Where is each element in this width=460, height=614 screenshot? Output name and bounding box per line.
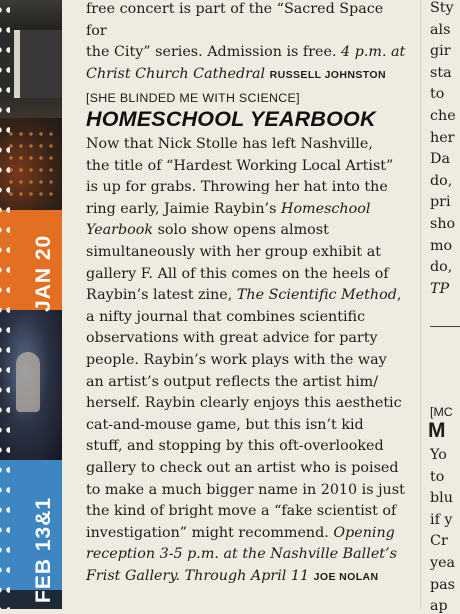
article-kicker: [SHE BLINDED ME WITH SCIENCE] [86, 91, 300, 105]
body-line: gallery F. All of this comes on the heels of [86, 265, 389, 282]
date-label-feb: FEB 13&1 [32, 496, 55, 603]
adjacent-text-fragment: her [430, 129, 455, 146]
body-line: people. Raybin’s work plays with the way [86, 351, 387, 368]
adjacent-text-fragment: Yo [430, 447, 447, 463]
adjacent-text-fragment: pas [430, 576, 456, 593]
body-line: Yearbook solo show opens almost [86, 222, 329, 239]
body-line: Now that Nick Stolle has left Nashville, [86, 136, 373, 152]
body-line: reception 3-5 p.m. at the Nashville Ballet’s [86, 546, 397, 563]
body-line: stuff, and stopping by this oft-overlooked [86, 438, 384, 455]
adjacent-text-fragment: Cr [430, 533, 448, 550]
adjacent-headline: M [428, 419, 446, 442]
body-line: is up for grabs. Throwing her hat into the [86, 179, 388, 196]
body-line: simultaneously with her group exhibit at [86, 243, 381, 260]
body-line: the kind of bright move a “fake scientist of [86, 503, 397, 520]
perforation-edge [0, 0, 10, 609]
body-line: Frist Gallery. Through April 11 JOE NOLAN [86, 567, 379, 584]
body-line: ring early, Jaimie Raybin’s Homeschool [86, 200, 371, 217]
adjacent-text-fragment: gir [430, 43, 451, 60]
body-line: free concert is part of the “Sacred Space for [86, 1, 384, 39]
adjacent-text-fragment: to [430, 468, 445, 485]
body-line: the title of “Hardest Working Local Artist” [86, 157, 394, 174]
adjacent-text-fragment: ap [430, 598, 448, 614]
calendar-photo-strip [0, 0, 62, 609]
adjacent-text-fragment: Sty [430, 0, 454, 16]
adjacent-text-fragment: als [430, 21, 451, 38]
adjacent-text-fragment: sta [430, 64, 452, 81]
adjacent-text-fragment: sho [430, 216, 456, 232]
body-line: Christ Church Cathedral RUSSELL JOHNSTON [86, 65, 386, 82]
body-line: gallery to check out an artist who is poised [86, 459, 399, 476]
adjacent-text-fragment: pri [430, 194, 451, 211]
adjacent-text-fragment: yea [430, 555, 456, 571]
adjacent-text-fragment: TP [430, 280, 450, 297]
section-rule [430, 326, 460, 327]
body-line: a nifty journal that combines scientific [86, 308, 366, 325]
previous-listing-tail [86, 0, 406, 86]
adjacent-text-fragment: Da [430, 151, 450, 168]
body-line: to make a much bigger name in 2010 is just [86, 481, 405, 498]
adjacent-text-fragment: if y [430, 511, 453, 528]
adjacent-text-fragment: blu [430, 490, 453, 507]
adjacent-text-fragment: to [430, 86, 445, 103]
article-headline: HOMESCHOOL YEARBOOK [86, 107, 376, 131]
body-line: herself. Raybin clearly enjoys this aesthetic [86, 395, 402, 412]
body-line: investigation” might recommend. Opening [86, 524, 395, 541]
adjacent-kicker: [MC [430, 405, 453, 419]
body-line: cat-and-mouse game, but this isn’t kid [86, 416, 364, 433]
adjacent-text-fragment: che [430, 108, 456, 124]
byline: RUSSELL JOHNSTON [269, 68, 386, 81]
article-body [86, 134, 408, 588]
body-line: observations with great advice for party [86, 330, 378, 347]
body-line: Raybin’s latest zine, The Scientific Method, [86, 287, 402, 304]
date-label-jan: JAN 20 [32, 234, 55, 312]
byline: JOE NOLAN [313, 570, 379, 583]
body-line: an artist’s output reflects the artist him/ [86, 373, 379, 390]
column-divider [420, 0, 421, 609]
adjacent-column [424, 0, 456, 614]
adjacent-text-fragment: do, [430, 172, 453, 189]
adjacent-text-fragment: do, [430, 259, 453, 276]
adjacent-text-fragment: mo [430, 237, 453, 254]
body-line: the City” series. Admission is free. 4 p.m. at [86, 44, 406, 61]
